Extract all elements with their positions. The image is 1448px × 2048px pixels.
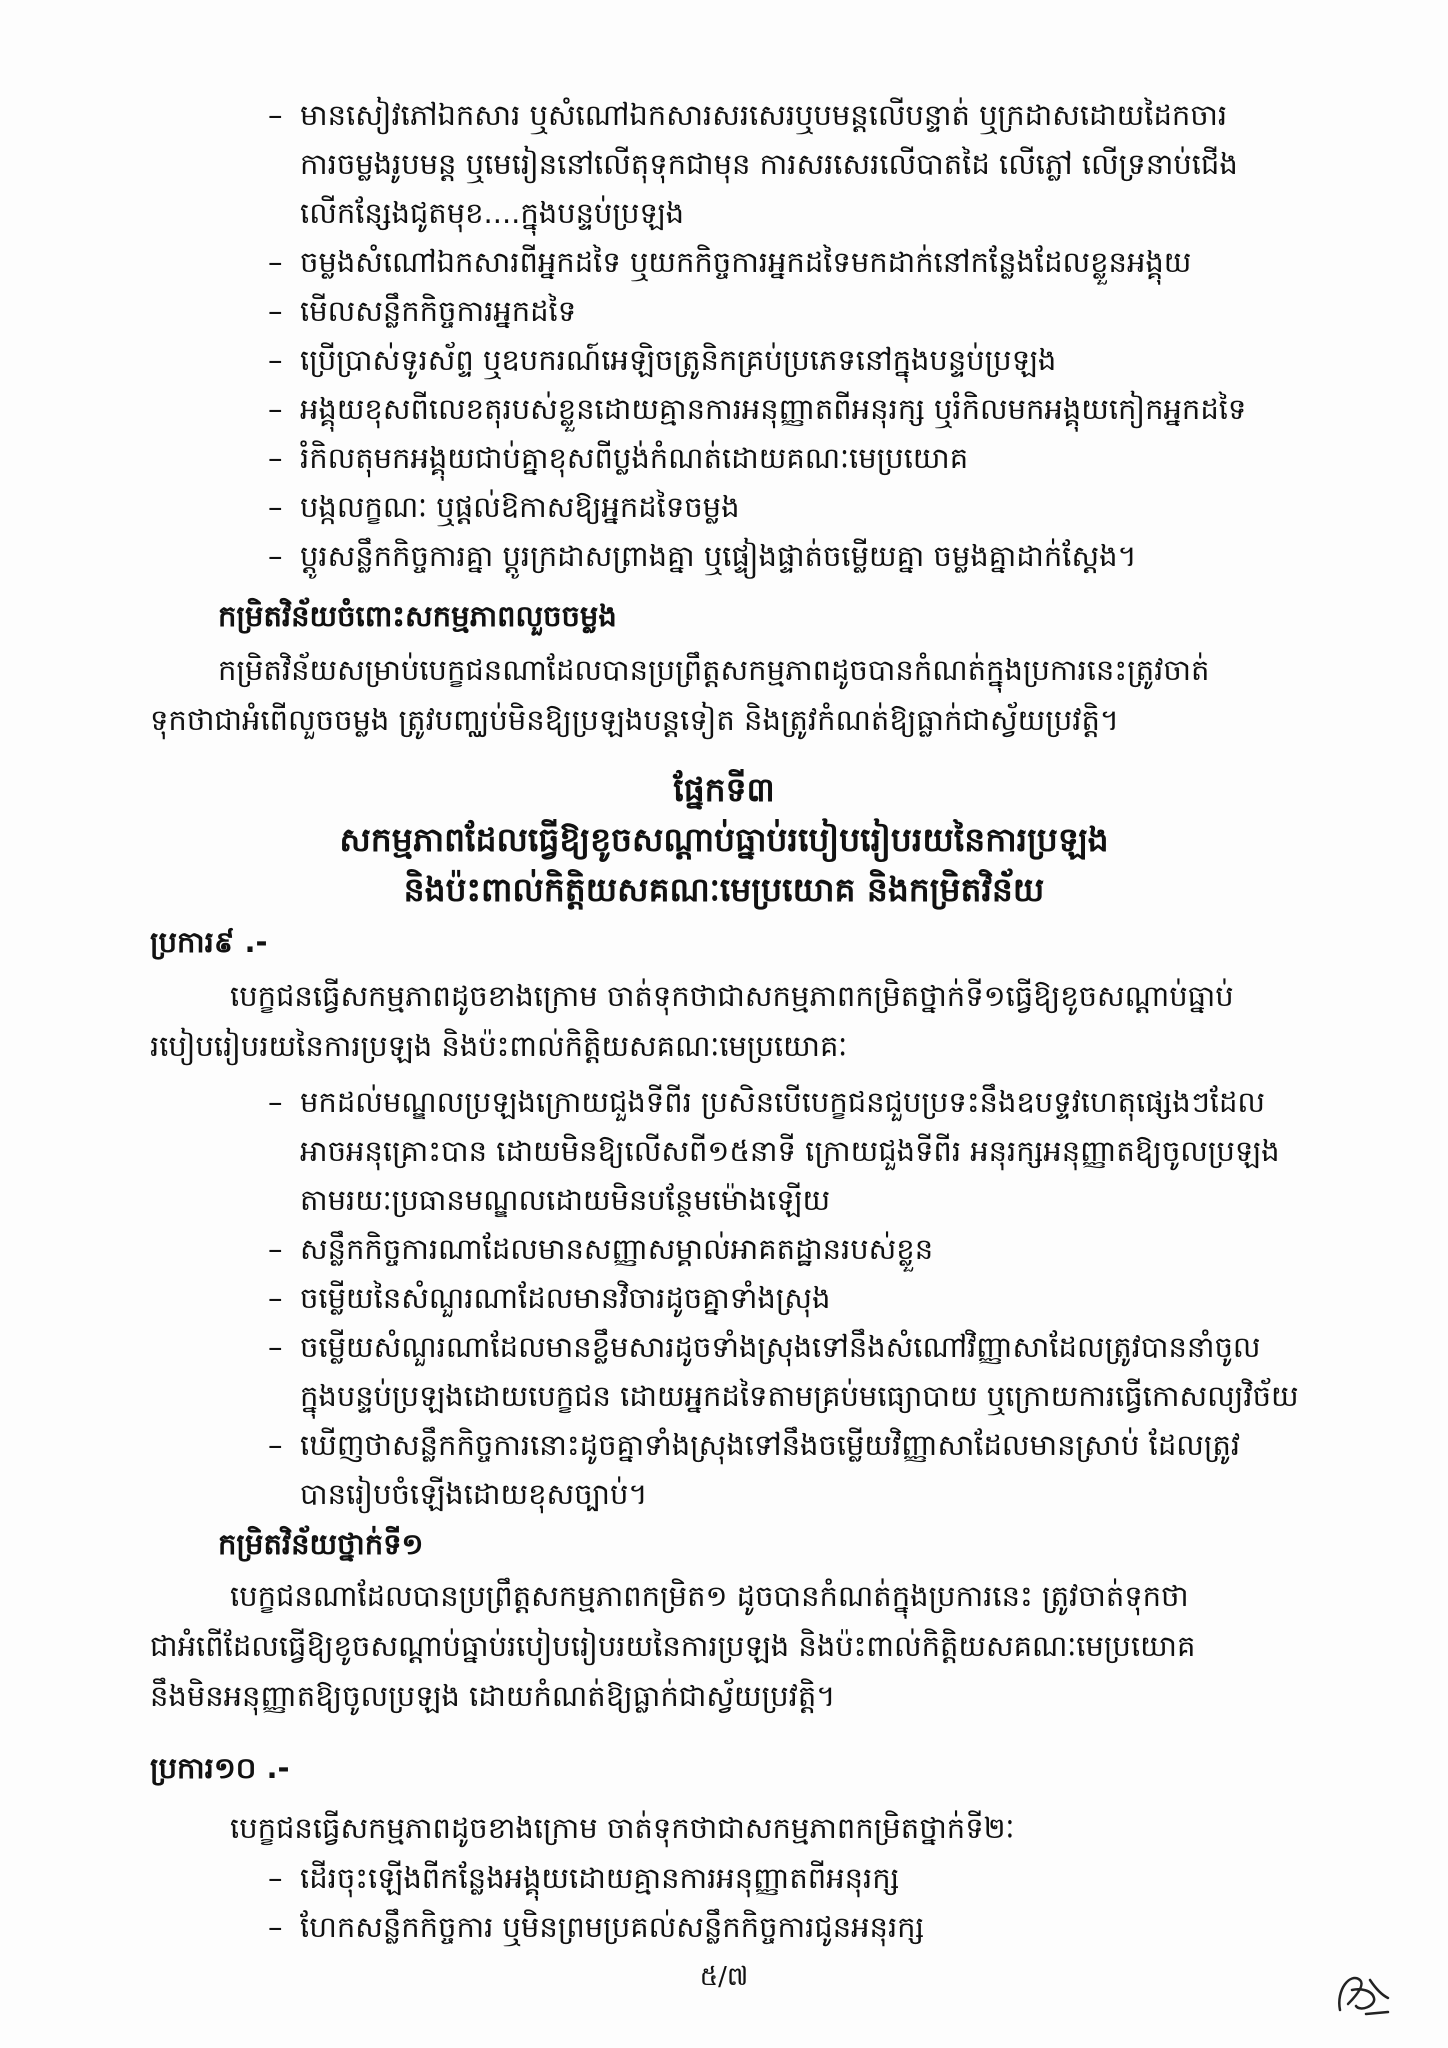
bullet-dash: –: [268, 392, 283, 426]
list-item: សន្លឹកកិច្ចការណាដែលមានសញ្ញាសម្គាល់អាគតដ្ឋានរបស់ខ្លួន: [300, 1232, 934, 1266]
list-item-continuation: ការចម្លងរូបមន្ត ឬមេរៀននៅលើតុទុកជាមុន ការសរសេរលើបាតដៃ លើភ្លៅ លើទ្រនាប់ជើង: [300, 147, 1238, 181]
list-item-continuation: ក្នុងបន្ទប់ប្រឡងដោយបេក្ខជន ដោយអ្នកដទៃតាមគ្រប់មធ្យោបាយ ឬក្រោយការធ្វើកោសល្យវិច័យ: [300, 1379, 1299, 1413]
list-item: មានសៀវភៅឯកសារ ឬសំណៅឯកសារសរសេរឬបមន្តលើបន្ទាត់ ឬក្រដាសដោយដៃកចារ: [300, 98, 1228, 132]
signature-icon: [1330, 1960, 1394, 2024]
paragraph-line: កម្រិតវិន័យសម្រាប់បេក្ខជនណាដែលបានប្រព្រឹត្តសកម្មភាពដូចបានកំណត់ក្នុងប្រការនេះត្រូវចាត់: [218, 653, 1210, 687]
list-item-continuation: តាមរយៈប្រធានមណ្ឌលដោយមិនបន្ថែមម៉ោងឡើយ: [300, 1183, 831, 1217]
article-heading: ប្រការ១០ .-: [150, 1751, 290, 1785]
bullet-dash: –: [268, 294, 283, 328]
paragraph-line: របៀបរៀបរយនៃការប្រឡង និងប៉ះពាល់កិត្តិយសគណៈមេប្រយោគៈ: [150, 1029, 848, 1063]
part-subtitle: និងប៉ះពាល់កិត្តិយសគណៈមេប្រយោគ និងកម្រិតវិន័យ: [403, 870, 1045, 909]
paragraph-line: ជាអំពើដែលធ្វើឱ្យខូចសណ្តាប់ធ្នាប់របៀបរៀបរយនៃការប្រឡង និងប៉ះពាល់កិត្តិយសគណៈមេប្រយោគ: [150, 1629, 1196, 1663]
bullet-dash: –: [268, 1910, 283, 1944]
list-item: មកដល់មណ្ឌលប្រឡងក្រោយជួងទីពីរ ប្រសិនបើបេក្ខជនជួបប្រទះនឹងឧបទ្ទវហេតុផ្សេងៗដែល: [300, 1085, 1266, 1119]
bullet-dash: –: [268, 1330, 283, 1364]
bullet-dash: –: [268, 1232, 283, 1266]
list-item-continuation: បានរៀបចំឡើងដោយខុសច្បាប់។: [300, 1477, 648, 1511]
section-heading: កម្រិតវិន័យថ្នាក់ទី១: [218, 1527, 424, 1561]
bullet-dash: –: [268, 1281, 283, 1315]
list-item: អង្គុយខុសពីលេខតុរបស់ខ្លួនដោយគ្មានការអនុញ្ញាតពីអនុរក្ស ឬរំកិលមកអង្គុយកៀកអ្នកដទៃ: [300, 392, 1247, 426]
list-item: ប្រើប្រាស់ទូរស័ព្ទ ឬឧបករណ៍អេឡិចត្រូនិកគ្រប់ប្រភេទនៅក្នុងបន្ទប់ប្រឡង: [300, 343, 1057, 377]
list-item: ចម្លងសំណៅឯកសារពីអ្នកដទៃ ឬយកកិច្ចការអ្នកដទៃមកដាក់នៅកន្លែងដែលខ្លួនអង្គុយ: [300, 245, 1192, 279]
part-title: ផ្នែកទី៣: [673, 770, 775, 809]
article-heading: ប្រការ៩ .-: [150, 925, 268, 959]
list-item: ហែកសន្លឹកកិច្ចការ ឬមិនព្រមប្រគល់សន្លឹកកិច្ចការជូនអនុរក្ស: [300, 1910, 925, 1944]
list-item-continuation: អាចអនុគ្រោះបាន ដោយមិនឱ្យលើសពី១៥នាទី ក្រោយជួងទីពីរ អនុរក្សអនុញ្ញាតឱ្យចូលប្រឡង: [300, 1134, 1280, 1168]
paragraph-line: បេក្ខជនណាដែលបានប្រព្រឹត្តសកម្មភាពកម្រិត១ ដូចបានកំណត់ក្នុងប្រការនេះ ត្រូវចាត់ទុកថា: [230, 1579, 1189, 1613]
list-item: ចម្លើយនៃសំណួរណាដែលមានវិចារដូចគ្នាទាំងស្រុង: [300, 1281, 831, 1315]
bullet-dash: –: [268, 245, 283, 279]
list-item: ដើរចុះឡើងពីកន្លែងអង្គុយដោយគ្មានការអនុញ្ញាតពីអនុរក្ស: [300, 1861, 900, 1895]
part-subtitle: សកម្មភាពដែលធ្វើឱ្យខូចសណ្តាប់ធ្នាប់របៀបរៀបរយនៃការប្រឡង: [339, 820, 1109, 859]
list-item: ប្តូរសន្លឹកកិច្ចការគ្នា ប្តូរក្រដាសព្រាងគ្នា ឬផ្ទៀងផ្ទាត់ចម្លើយគ្នា ចម្លងគ្នាដាក់ស្តែង។: [300, 539, 1137, 573]
section-heading: កម្រិតវិន័យចំពោះសកម្មភាពលួចចម្លង: [218, 599, 617, 633]
bullet-dash: –: [268, 441, 283, 475]
paragraph-line: បេក្ខជនធ្វើសកម្មភាពដូចខាងក្រោម ចាត់ទុកថាជាសកម្មភាពកម្រិតថ្នាក់ទី២ៈ: [230, 1811, 1015, 1845]
list-item: រំកិលតុមកអង្គុយជាប់គ្នាខុសពីប្លង់កំណត់ដោយគណៈមេប្រយោគ: [300, 441, 969, 475]
list-item: ឃើញថាសន្លឹកកិច្ចការនោះដូចគ្នាទាំងស្រុងទៅនឹងចម្លើយវិញ្ញាសាដែលមានស្រាប់ ដែលត្រូវ: [300, 1428, 1241, 1462]
list-item: បង្កលក្ខណៈ ឬផ្តល់ឱកាសឱ្យអ្នកដទៃចម្លង: [300, 490, 740, 524]
paragraph-line: នឹងមិនអនុញ្ញាតឱ្យចូលប្រឡង ដោយកំណត់ឱ្យធ្លាក់ជាស្វ័យប្រវត្តិ។: [150, 1679, 836, 1713]
bullet-dash: –: [268, 1861, 283, 1895]
page-number: ៥/៧: [699, 1962, 749, 1992]
paragraph-line: ទុកថាជាអំពើលួចចម្លង ត្រូវបញ្ឈប់មិនឱ្យប្រឡងបន្តទៀត និងត្រូវកំណត់ឱ្យធ្លាក់ជាស្វ័យប្រវត្តិ។: [150, 703, 1120, 737]
bullet-dash: –: [268, 539, 283, 573]
bullet-dash: –: [268, 343, 283, 377]
paragraph-line: បេក្ខជនធ្វើសកម្មភាពដូចខាងក្រោម ចាត់ទុកថាជាសកម្មភាពកម្រិតថ្នាក់ទី១ធ្វើឱ្យខូចសណ្តាប់ធ្នាប់: [230, 979, 1234, 1013]
bullet-dash: –: [268, 1085, 283, 1119]
list-item: មើលសន្លឹកកិច្ចការអ្នកដទៃ: [300, 294, 577, 328]
bullet-dash: –: [268, 98, 283, 132]
bullet-dash: –: [268, 1428, 283, 1462]
list-item-continuation: លើកន្សែងជូតមុខ....ក្នុងបន្ទប់ប្រឡង: [300, 196, 685, 230]
bullet-dash: –: [268, 490, 283, 524]
list-item: ចម្លើយសំណួរណាដែលមានខ្លឹមសារដូចទាំងស្រុងទៅនឹងសំណៅវិញ្ញាសាដែលត្រូវបាននាំចូល: [300, 1330, 1261, 1364]
